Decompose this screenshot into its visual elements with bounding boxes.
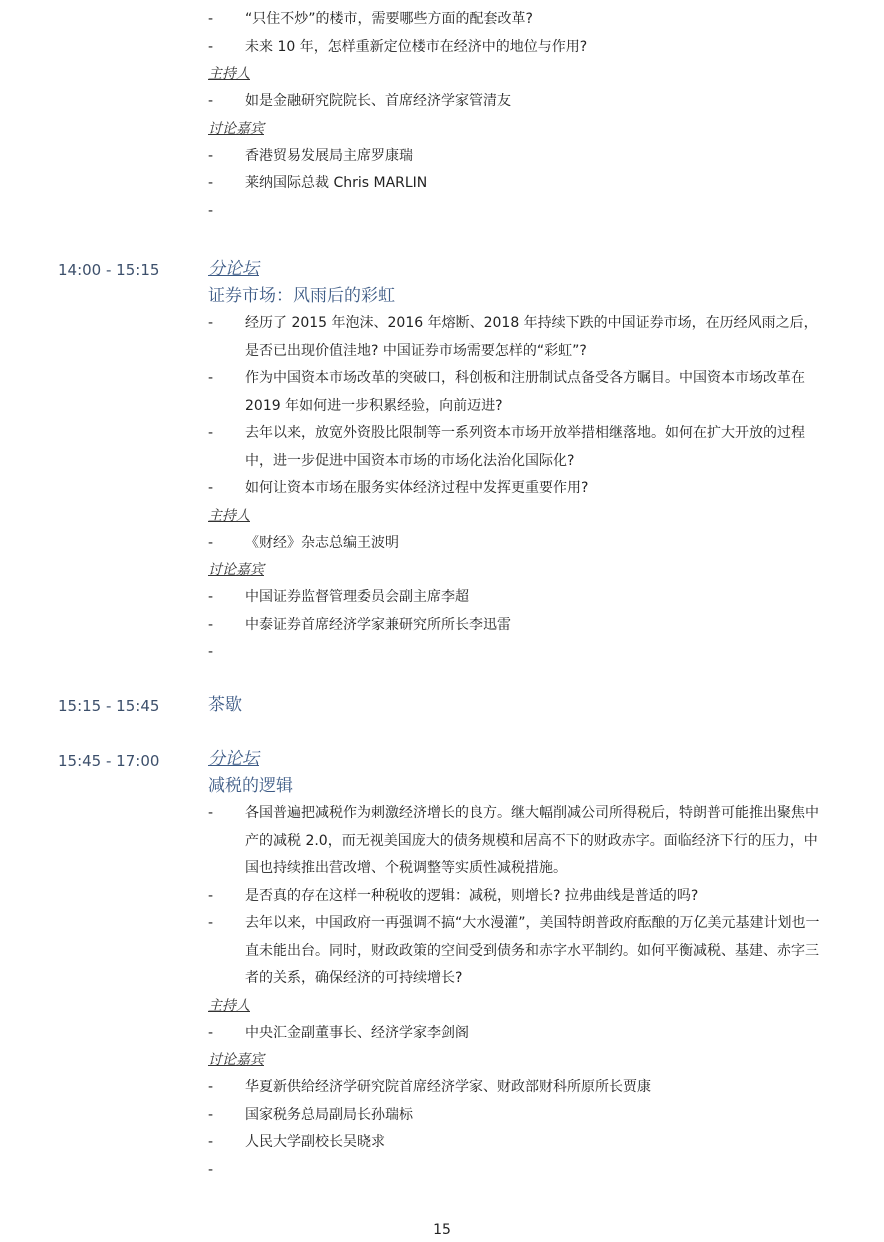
- question-item: - 去年以来，中国政府一再强调不搞“大水漫灌”，美国特朗普政府酝酿的万亿美元基建计划也一直未能出台。同时，财政政策的空间受到债务和赤字水平制约。如何平衡减税、基建、赤字三者的关系，确保经济的可持续增长?: [208, 915, 820, 986]
- host-item: - 如是金融研究院院长、首席经济学家管清友: [208, 93, 511, 109]
- panel-label: 讨论嘉宾: [208, 1052, 264, 1068]
- break-label: 茶歇: [208, 695, 242, 715]
- question-item: - 作为中国资本市场改革的突破口，科创板和注册制试点备受各方瞩目。中国资本市场改革在 2019 年如何进一步积累经验，向前迈进?: [208, 370, 805, 414]
- host-item: - 《财经》杂志总编王波明: [208, 534, 399, 551]
- forum-label: 分论坛: [208, 749, 259, 769]
- question-item: - 经历了 2015 年泡沫、2016 年熔断、2018 年持续下跌的中国证券市场，在历经风雨之后，是否已出现价值洼地? 中国证券市场需要怎样的“彩虹”?: [208, 315, 818, 359]
- question-item: - 去年以来，放宽外资股比限制等一系列资本市场开放举措相继落地。如何在扩大开放的过程中，进一步促进中国资本市场的市场化法治化国际化?: [208, 425, 805, 469]
- panelist-item: - 中国证券监督管理委员会副主席李超: [208, 589, 469, 605]
- host-label: 主持人: [208, 507, 250, 524]
- panel-label: 讨论嘉宾: [208, 562, 264, 578]
- session-topic: 证券市场：风雨后的彩虹: [208, 286, 395, 306]
- forum-label: 分论坛: [208, 259, 259, 279]
- question-item: - 未来 10 年，怎样重新定位楼市在经济中的地位与作用?: [208, 38, 588, 55]
- break-time: 15:15 - 15:45: [58, 697, 160, 715]
- session-securities: 分论坛 证券市场：风雨后的彩虹 - 经历了 2015 年泡沫、2016 年熔断、2018 年持续下跌的中国证券市场，在历经风雨之后，是否已出现价值洼地? 中国证券市场需要怎样的“彩虹”? - 作为中国资本市场改革的突破口，科创板和注册制试点备受各方瞩目。中国资本市场改革在 2019 年如何进一步积累经验，向前迈进? - 去年以来，放宽外资股比限制等一系列资本市场开放举措相继落地。如何在扩大开放的过程中，进一步促进中国资本市场的市场化法治化国际化? - 如何让资本市场在服务实体经济过程中发挥更重要作用? 主持人 - 《财经》杂志总编王波明 讨论嘉宾 - 中国证券监督管理委员会副主席李超 - 中泰证券首席经济学家兼研究所所长李迅雷 -: [208, 256, 828, 639]
- session-time: 14:00 - 15:15: [58, 261, 160, 279]
- question-item: - 如何让资本市场在服务实体经济过程中发挥更重要作用?: [208, 480, 589, 496]
- host-label: 主持人: [208, 66, 250, 82]
- question-item: - 是否真的存在这样一种税收的逻辑：减税，则增长? 拉弗曲线是普适的吗?: [208, 887, 699, 904]
- page-number: 15: [433, 1222, 451, 1238]
- top-section: - “只住不炒”的楼市，需要哪些方面的配套改革? - 未来 10 年，怎样重新定位楼市在经济中的地位与作用? 主持人 - 如是金融研究院院长、首席经济学家管清友 讨论嘉宾 - 香港贸易发展局主席罗康瑞 - 莱纳国际总裁 Chris MARLIN -: [208, 6, 828, 198]
- question-item: - “只住不炒”的楼市，需要哪些方面的配套改革?: [208, 11, 533, 27]
- session-time: 15:45 - 17:00: [58, 752, 160, 770]
- panel-label: 讨论嘉宾: [208, 120, 264, 137]
- question-item: - 各国普遍把减税作为刺激经济增长的良方。继大幅削减公司所得税后，特朗普可能推出聚焦中产的减税 2.0，而无视美国庞大的债务规模和居高不下的财政赤字。面临经济下行的压力，中国也持续推出营改增、个税调整等实质性减税措施。: [208, 805, 819, 876]
- session-tax: 分论坛 减税的逻辑 - 各国普遍把减税作为刺激经济增长的良方。继大幅削减公司所得税后，特朗普可能推出聚焦中产的减税 2.0，而无视美国庞大的债务规模和居高不下的财政赤字。面临经济下行的压力，中国也持续推出营改增、个税调整等实质性减税措施。 - 是否真的存在这样一种税收的逻辑：减税，则增长? 拉弗曲线是普适的吗? - 去年以来，中国政府一再强调不搞“大水漫灌”，美国特朗普政府酝酿的万亿美元基建计划也一直未能出台。同时，财政政策的空间受到债务和赤字水平制约。如何平衡减税、基建、赤字三者的关系，确保经济的可持续增长? 主持人 - 中央汇金副董事长、经济学家李剑阁 讨论嘉宾 - 华夏新供给经济学研究院首席经济学家、财政部财科所原所长贾康 - 国家税务总局副局长孙瑞标 - 人民大学副校长吴晓求 -: [208, 746, 828, 1157]
- panelist-item: - 莱纳国际总裁 Chris MARLIN: [208, 175, 428, 191]
- panelist-item: - 国家税务总局副局长孙瑞标: [208, 1106, 413, 1123]
- host-item: - 中央汇金副董事长、经济学家李剑阁: [208, 1024, 469, 1041]
- panelist-item: - 香港贸易发展局主席罗康瑞: [208, 147, 413, 164]
- panelist-item: - 中泰证券首席经济学家兼研究所所长李迅雷: [208, 616, 511, 633]
- session-topic: 减税的逻辑: [208, 776, 293, 796]
- host-label: 主持人: [208, 997, 250, 1014]
- panelist-item: - 华夏新供给经济学研究院首席经济学家、财政部财科所原所长贾康: [208, 1079, 651, 1095]
- break-section: [208, 691, 828, 719]
- panelist-item: - 人民大学副校长吴晓求: [208, 1134, 385, 1150]
